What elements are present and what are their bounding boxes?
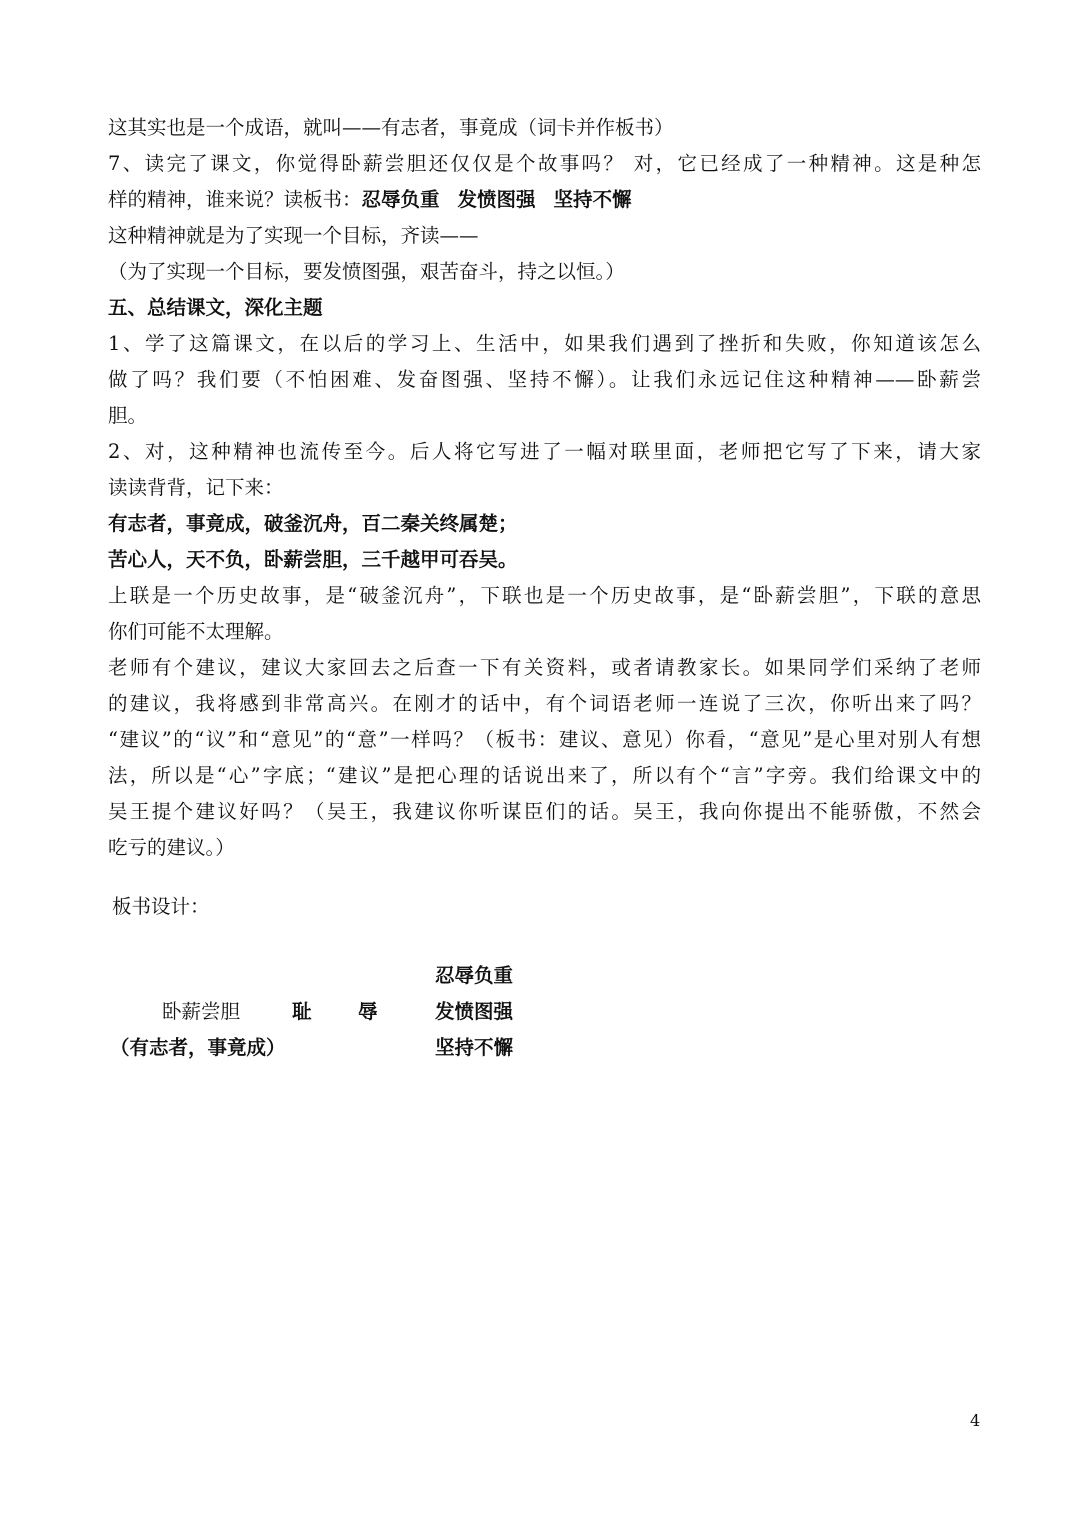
text-fragment: 样的精神，谁来说？读板书： bbox=[108, 188, 362, 211]
paragraph-line: 读读背背，记下来： bbox=[108, 476, 284, 499]
board-design-heading: 板书设计： bbox=[112, 895, 210, 918]
paragraph-line: 老师有个建议，建议大家回去之后查一下有关资料，或者请教家长。如果同学们采纳了老师 bbox=[108, 656, 981, 679]
paragraph-line: 这其实也是一个成语，就叫——有志者，事竟成（词卡并作板书） bbox=[108, 116, 674, 139]
paragraph-line: “建议”的“议”和“意见”的“意”一样吗？（板书：建议、意见）你看，“意见”是心里对别人有想 bbox=[108, 728, 981, 751]
board-keyword: 坚持不懈 bbox=[553, 188, 632, 211]
paragraph-line bbox=[108, 182, 981, 218]
paragraph-line: 吃亏的建议。） bbox=[108, 836, 235, 859]
board-shame-word: 耻 bbox=[292, 1000, 312, 1023]
couplet-second-line: 苦心人，天不负，卧薪尝胆，三千越甲可吞吴。 bbox=[108, 548, 518, 571]
section-heading: 五、总结课文，深化主题 bbox=[108, 296, 323, 319]
paragraph-line: 吴王提个建议好吗？（吴王，我建议你听谋臣们的话。吴王，我向你提出不能骄傲，不然会 bbox=[108, 800, 981, 823]
paragraph-line: 这种精神就是为了实现一个目标，齐读—— bbox=[108, 224, 479, 247]
board-keyword: 发愤图强 bbox=[457, 188, 536, 211]
board-keyword: 忍辱负重 bbox=[361, 188, 440, 211]
couplet-first-line: 有志者，事竟成，破釜沉舟，百二秦关终属楚； bbox=[108, 512, 518, 535]
paragraph-line: （为了实现一个目标，要发愤图强，艰苦奋斗，持之以恒。） bbox=[108, 260, 625, 283]
page-number: 4 bbox=[970, 1411, 981, 1430]
paragraph-line: 2、对，这种精神也流传至今。后人将它写进了一幅对联里面，老师把它写了下来，请大家 bbox=[108, 440, 981, 463]
paragraph-line: 1、学了这篇课文，在以后的学习上、生活中，如果我们遇到了挫折和失败，你知道该怎么 bbox=[108, 332, 981, 355]
paragraph-line: 你们可能不太理解。 bbox=[108, 620, 284, 643]
lesson-text bbox=[108, 110, 981, 866]
board-subtitle: （有志者，事竟成） bbox=[110, 1036, 286, 1059]
board-spirit: 坚持不懈 bbox=[435, 1036, 514, 1059]
board-spirit: 忍辱负重 bbox=[435, 964, 514, 987]
board-shame-word: 辱 bbox=[358, 1000, 378, 1023]
board-spirit: 发愤图强 bbox=[435, 1000, 514, 1023]
paragraph-line: 法，所以是“心”字底；“建议”是把心理的话说出来了，所以有个“言”字旁。我们给课文中的 bbox=[108, 764, 981, 787]
paragraph-line: 胆。 bbox=[108, 404, 148, 427]
paragraph-line: 上联是一个历史故事，是“破釜沉舟”，下联也是一个历史故事，是“卧薪尝胆”，下联的意思 bbox=[108, 584, 981, 607]
board-title: 卧薪尝胆 bbox=[162, 1000, 241, 1023]
paragraph-line: 做了吗？我们要（不怕困难、发奋图强、坚持不懈）。让我们永远记住这种精神——卧薪尝 bbox=[108, 368, 981, 391]
paragraph-line: 的建议，我将感到非常高兴。在刚才的话中，有个词语老师一连说了三次，你听出来了吗？ bbox=[108, 692, 981, 715]
paragraph-line: 7、读完了课文，你觉得卧薪尝胆还仅仅是个故事吗？ 对，它已经成了一种精神。这是种怎 bbox=[108, 152, 981, 175]
